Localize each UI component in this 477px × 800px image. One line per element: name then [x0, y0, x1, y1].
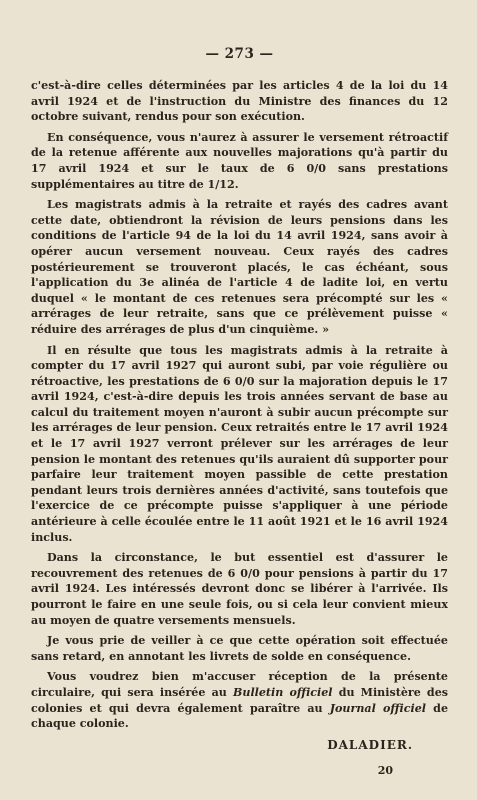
paragraph-4: Il en résulte que tous les magistrats admis à la retraite à compter du 17 avril 1927 qui auront subi, par voie régulière ou rétroactive, les prestations de 6 0/0 sur la majoration depuis le 17 avril 1924, c'est-à-dire depuis les trois années servant de base au calcul du traitement moyen n'auront à subir aucun précompte sur les arrérages de leur pension. Ceux retraités entre le 17 avril 1924 et le 17 avril 1927 verront prélever sur les arrérages de leur pension le montant des retenues qu'ils auraient dû supporter pour parfaire leur traitement moyen passible de cette prestation pendant leurs trois dernières années d'activité, sans toutefois que l'exercice de ce précompte puisse s'appliquer à une période antérieure à celle écoulée entre le 11 août 1921 et le 16 avril 1924 inclus.: [31, 343, 448, 544]
paragraph-7: [31, 669, 448, 731]
journal-officiel-title: Journal officiel: [329, 701, 427, 715]
page-number: — 273 —: [205, 46, 274, 62]
bulletin-officiel-title: Bulletin officiel: [233, 685, 333, 699]
paragraph-5: Dans la circonstance, le but essentiel est d'assurer le recouvrement des retenues de 6 0/0 pour pensions à partir du 17 avril 1924. Les intéressés devront donc se libérer à l'arrivée. Ils pourront le faire en une seule fois, ou si cela leur convient mieux au moyen de quatre versements mensuels.: [31, 551, 448, 627]
paragraph-3: Les magistrats admis à la retraite et rayés des cadres avant cette date, obtiendront la révision de leurs pensions dans les conditions de l'article 94 de la loi du 14 avril 1924, sans avoir à opérer aucun versement nouveau. Ceux rayés des cadres postérieurement se trouveront placés, le cas échéant, sous l'application du 3e alinéa de l'article 4 de ladite loi, en vertu duquel « le montant de ces retenues sera précompté sur les « arrérages de leur retraite, sans que ce prélèvement puisse « réduire des arrérages de plus d'un cinquième. »: [31, 198, 448, 336]
signature: DALADIER.: [327, 737, 413, 752]
paragraph-7-text-c: de chaque colonie.: [31, 701, 448, 731]
paragraph-6: Je vous prie de veiller à ce que cette opération soit effectuée sans retard, en annotant les livrets de solde en conséquence.: [31, 634, 448, 663]
paragraph-7-text-b: du Ministère des colonies et qui devra également paraître au: [31, 685, 448, 715]
paragraph-7-text-a: Vous voudrez bien m'accuser réception de la présente circulaire, qui sera insérée au: [31, 670, 448, 699]
paragraph-1: c'est-à-dire celles déterminées par les articles 4 de la loi du 14 avril 1924 et de l'instruction du Ministre des finances du 12 octobre suivant, rendus pour son exécution.: [31, 79, 448, 124]
paragraph-2: En conséquence, vous n'aurez à assurer le versement rétroactif de la retenue afférente aux nouvelles majorations qu'à partir du 17 avril 1924 et sur le taux de 6 0/0 sans prestations supplémentaires au titre de 1/12.: [31, 130, 448, 191]
folio-number: 20: [377, 763, 393, 777]
